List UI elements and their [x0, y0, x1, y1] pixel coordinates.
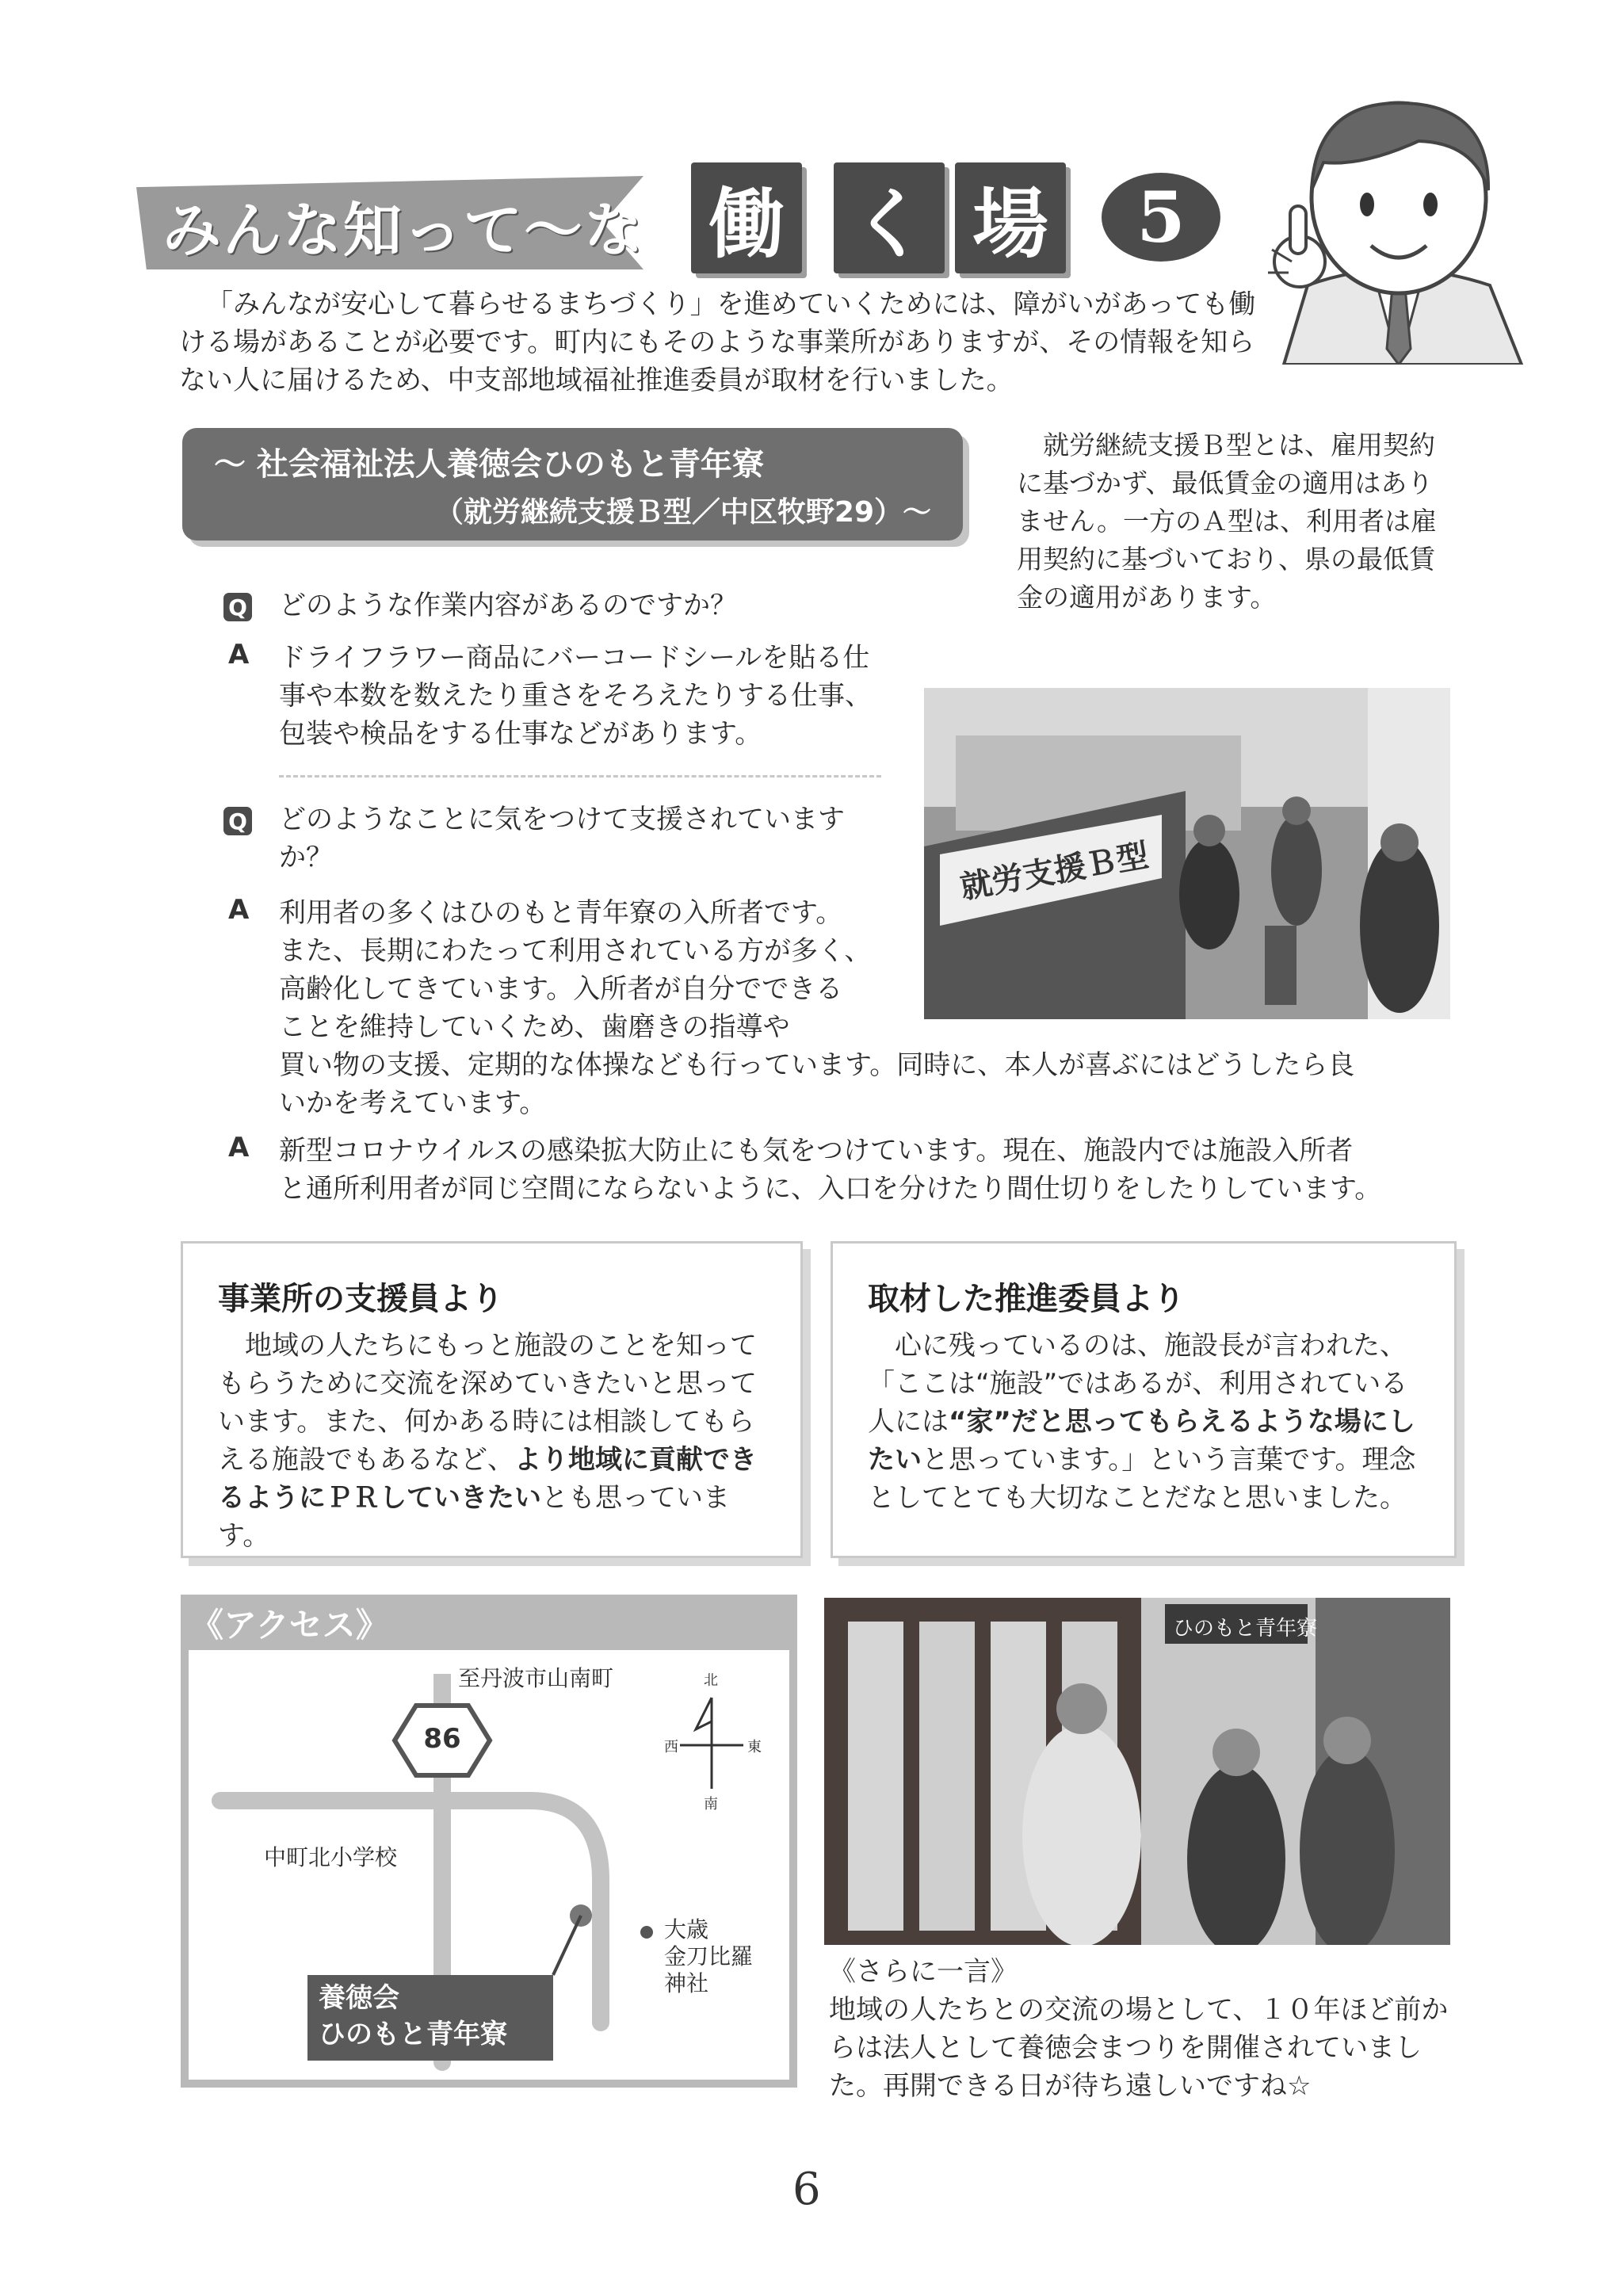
type-b-note-text: 就労継続支援Ｂ型とは、雇用契約に基づかず、最低賃金の適用はありません。一方のＡ型は、利用者は雇用契約に基づいており、県の最低賃金の適用があります。	[1017, 430, 1437, 613]
staff-box-title: 事業所の支援員より	[218, 1281, 503, 1317]
answer-3-line: と通所利用者が同じ空間にならないように、入口を分けたり間仕切りをしたりしています。	[279, 1173, 1382, 1205]
issue-number: 5	[1102, 173, 1220, 262]
staff-text-b: とも思っています。	[218, 1482, 730, 1552]
facility-subtitle: （就労継続支援Ｂ型／中区牧野29）〜	[434, 496, 931, 529]
shrine-label-line: 神社	[664, 1970, 709, 1996]
type-b-note	[1017, 426, 1449, 617]
title-kanji-3: 場	[955, 162, 1066, 273]
committee-text-emphasis: “家”だと思ってもらえるような場にしたい	[868, 1406, 1415, 1476]
shrine-label	[664, 1916, 753, 1997]
title-kanji-1: 働	[691, 162, 802, 273]
access-map	[189, 1650, 789, 2080]
intro-paragraph	[179, 285, 1273, 399]
a-mark: A	[228, 1132, 250, 1163]
staff-comment-box	[181, 1241, 803, 1558]
page-number: 6	[792, 2164, 821, 2215]
group-photo	[824, 1598, 1450, 1945]
compass-south: 南	[704, 1796, 718, 1813]
question-1: どのような作業内容があるのですか？	[279, 590, 737, 621]
q-mark-icon: Q	[223, 807, 252, 835]
staff-text-emphasis: より地域に貢献できるようにＰＲしていきたい	[218, 1444, 757, 1514]
answer-2-line: 買い物の支援、定期的な体操なども行っています。同時に、本人が喜ぶにはどうしたら良	[279, 1049, 1355, 1081]
caption-title: 《さらに一言》	[829, 1956, 1018, 1988]
answer-3	[279, 1132, 1381, 1208]
answer-2-line: いかを考えています。	[279, 1087, 547, 1119]
staff-box-text	[218, 1327, 777, 1555]
photo-caption	[829, 1953, 1455, 2105]
answer-1: ドライフラワー商品にバーコードシールを貼る仕事や本数を数えたり重さをそろえたりする仕事、包装や検品をする仕事などがあります。	[279, 642, 872, 750]
photo-sign: 就労支援Ｂ型	[957, 837, 1151, 907]
facility-map-label	[307, 1975, 553, 2061]
committee-text-a: 心に残っているのは、施設長が言われた、「ここは“施設”ではあるが、利用されている人には	[868, 1330, 1408, 1438]
question-2: どのようなことに気をつけて支援されていますか？	[279, 804, 845, 873]
series-title: みんな知って〜な	[162, 197, 644, 265]
facility-label-line: ひのもと青年寮	[319, 2019, 507, 2050]
intro-text: 「みんなが安心して暮らせるまちづくり」を進めていくためには、障がいがあっても働ける場があることが必要です。町内にもそのような事業所がありますが、その情報を知らない人に届けるため、中支部地域福祉推進委員が取材を行いました。	[179, 288, 1256, 396]
committee-text-b: と思っています。」という言葉です。理念としてとても大切なことだなと思いました。	[868, 1444, 1416, 1514]
answer-2-line: また、長期にわたって利用されている方が多く、	[279, 935, 872, 967]
staff-text-a: 地域の人たちにもっと施設のことを知ってもらうために交流を深めていきたいと思っています。また、何かある時には相談してもらえる施設でもあるなど、	[218, 1330, 757, 1476]
compass-north: 北	[704, 1672, 718, 1689]
compass-west: 西	[664, 1739, 678, 1755]
facility-title-bar	[182, 428, 963, 541]
school-label: 中町北小学校	[264, 1844, 398, 1870]
access-title: 《アクセス》	[190, 1606, 389, 1645]
road-destination-label: 至丹波市山南町	[458, 1665, 614, 1691]
facility-name: 〜 社会福祉法人養徳会ひのもと青年寮	[214, 446, 764, 483]
q-mark-icon: Q	[223, 593, 252, 621]
route-86-icon: 86	[423, 1723, 461, 1755]
title-kanji-2: く	[834, 162, 945, 273]
answer-2-line: 利用者の多くはひのもと青年寮の入所者です。	[279, 897, 843, 929]
shrine-label-line: 金刀比羅	[664, 1943, 754, 1969]
committee-box-title: 取材した推進委員より	[868, 1281, 1185, 1317]
caption-text: 地域の人たちとの交流の場として、１０年ほど前からは法人として養徳会まつりを開催されていました。再開できる日が待ち遠しいですね☆	[829, 1994, 1449, 2102]
answer-2-line: 高齢化してきています。入所者が自分でできる	[279, 973, 843, 1005]
facility-label-line: 養徳会	[319, 1982, 399, 2014]
shrine-label-line: 大歳	[664, 1916, 709, 1943]
workplace-photo	[924, 688, 1450, 1019]
mascot-illustration	[1236, 79, 1561, 365]
a-mark: A	[228, 639, 250, 670]
committee-box-text	[868, 1327, 1430, 1517]
photo-sign: ひのもと青年寮	[1173, 1617, 1318, 1641]
committee-comment-box	[831, 1241, 1457, 1558]
divider	[279, 775, 881, 777]
compass-east: 東	[747, 1739, 762, 1755]
answer-2-line: ことを維持していくため、歯磨きの指導や	[279, 1011, 790, 1043]
answer-3-line: 新型コロナウイルスの感染拡大防止にも気をつけています。現在、施設内では施設入所者	[279, 1135, 1354, 1167]
a-mark: A	[228, 894, 250, 926]
